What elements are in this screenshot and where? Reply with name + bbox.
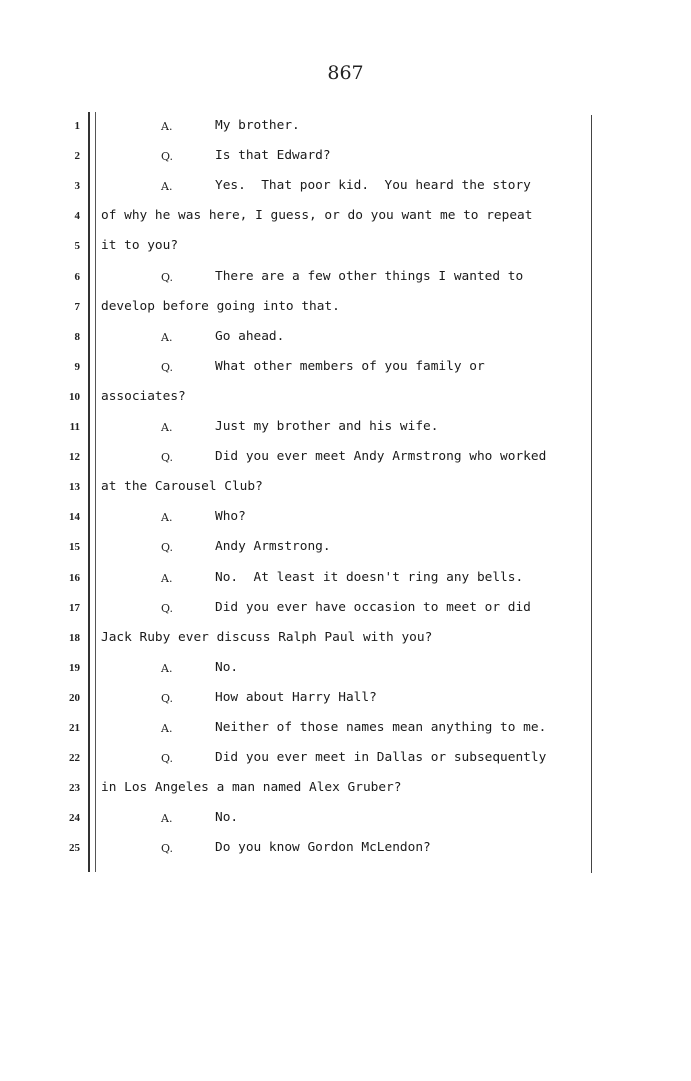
line-text: Jack Ruby ever discuss Ralph Paul with you? [101, 629, 433, 645]
line-number: 3 [74, 180, 80, 193]
transcript-line [0, 570, 691, 600]
line-text: No. [215, 659, 239, 675]
line-text: What other members of you family or [215, 358, 485, 374]
line-text: My brother. [215, 118, 300, 133]
speaker-label: A. [161, 120, 173, 133]
line-text: Do you know Gordon McLendon? [215, 840, 431, 856]
speaker-label: A. [161, 661, 173, 675]
line-number: 15 [69, 541, 80, 554]
line-text: Is that Edward? [215, 148, 331, 164]
line-text: associates? [101, 388, 186, 404]
line-text: in Los Angeles a man named Alex Gruber? [101, 780, 402, 796]
line-text: develop before going into that. [101, 298, 340, 314]
line-number: 4 [74, 210, 80, 223]
speaker-label: A. [161, 330, 173, 344]
transcript-line [0, 720, 691, 750]
line-text: at the Carousel Club? [101, 479, 263, 495]
line-text: Who? [215, 509, 246, 525]
line-number: 12 [69, 451, 80, 464]
line-text: Andy Armstrong. [215, 539, 331, 555]
transcript-line [0, 840, 691, 870]
speaker-label: A. [161, 812, 173, 826]
transcript-line [0, 269, 691, 299]
line-text: Just my brother and his wife. [215, 419, 439, 434]
transcript-line [0, 479, 691, 509]
line-number: 13 [69, 481, 80, 494]
transcript-line [0, 509, 691, 539]
transcript-line [0, 238, 691, 268]
speaker-label: A. [161, 511, 173, 525]
transcript-line [0, 449, 691, 479]
line-number: 21 [69, 722, 80, 734]
line-number: 16 [69, 571, 80, 584]
line-number: 7 [74, 300, 80, 313]
line-number: 25 [69, 842, 80, 855]
line-number: 18 [69, 631, 80, 644]
speaker-label: Q. [161, 601, 173, 615]
line-text: Yes. That poor kid. You heard the story [215, 178, 531, 194]
speaker-label: Q. [161, 541, 173, 555]
line-number: 17 [69, 601, 80, 614]
line-text: Did you ever meet in Dallas or subsequently [215, 750, 547, 766]
line-text: of why he was here, I guess, or do you want me to repeat [101, 208, 533, 224]
line-number: 19 [69, 661, 80, 674]
line-number: 8 [74, 330, 80, 343]
transcript-line [0, 118, 691, 148]
line-number: 23 [69, 782, 80, 795]
transcript-line [0, 299, 691, 329]
speaker-label: Q. [161, 842, 173, 856]
speaker-label: Q. [161, 270, 173, 284]
transcript-line [0, 178, 691, 208]
line-text: Did you ever meet Andy Armstrong who worked [215, 449, 547, 465]
speaker-label: Q. [161, 752, 173, 766]
line-number: 11 [69, 421, 80, 433]
transcript-line [0, 780, 691, 810]
transcript-line [0, 630, 691, 660]
speaker-label: A. [161, 571, 173, 585]
speaker-label: A. [161, 421, 173, 434]
line-number: 24 [69, 812, 80, 825]
line-number: 22 [69, 752, 80, 765]
transcript-line [0, 148, 691, 178]
transcript-line [0, 389, 691, 419]
line-number: 10 [69, 390, 80, 403]
transcript-line [0, 329, 691, 359]
speaker-label: Q. [161, 150, 173, 164]
transcript-line [0, 600, 691, 630]
line-number: 20 [69, 691, 80, 704]
speaker-label: Q. [161, 360, 173, 374]
speaker-label: A. [161, 722, 173, 735]
line-number: 14 [69, 511, 80, 524]
line-text: No. [215, 810, 239, 826]
line-text: There are a few other things I wanted to [215, 268, 524, 284]
line-text: Did you ever have occasion to meet or did [215, 599, 531, 615]
transcript-line [0, 208, 691, 238]
line-text: No. At least it doesn't ring any bells. [215, 569, 524, 585]
line-number: 5 [74, 240, 80, 253]
page-number: 867 [327, 62, 364, 84]
transcript-line [0, 750, 691, 780]
line-text: it to you? [101, 238, 179, 254]
line-number: 6 [74, 270, 80, 283]
speaker-label: Q. [161, 691, 173, 705]
line-text: Neither of those names mean anything to me. [215, 720, 547, 735]
transcript-line [0, 359, 691, 389]
line-text: Go ahead. [215, 328, 285, 344]
speaker-label: A. [161, 180, 173, 194]
transcript-line [0, 810, 691, 840]
transcript-line [0, 419, 691, 449]
speaker-label: Q. [161, 451, 173, 465]
line-number: 2 [74, 150, 80, 163]
line-number: 9 [74, 360, 80, 373]
transcript-line [0, 660, 691, 690]
transcript-line [0, 539, 691, 569]
transcript-line [0, 690, 691, 720]
line-text: How about Harry Hall? [215, 689, 377, 705]
line-number: 1 [74, 120, 80, 132]
